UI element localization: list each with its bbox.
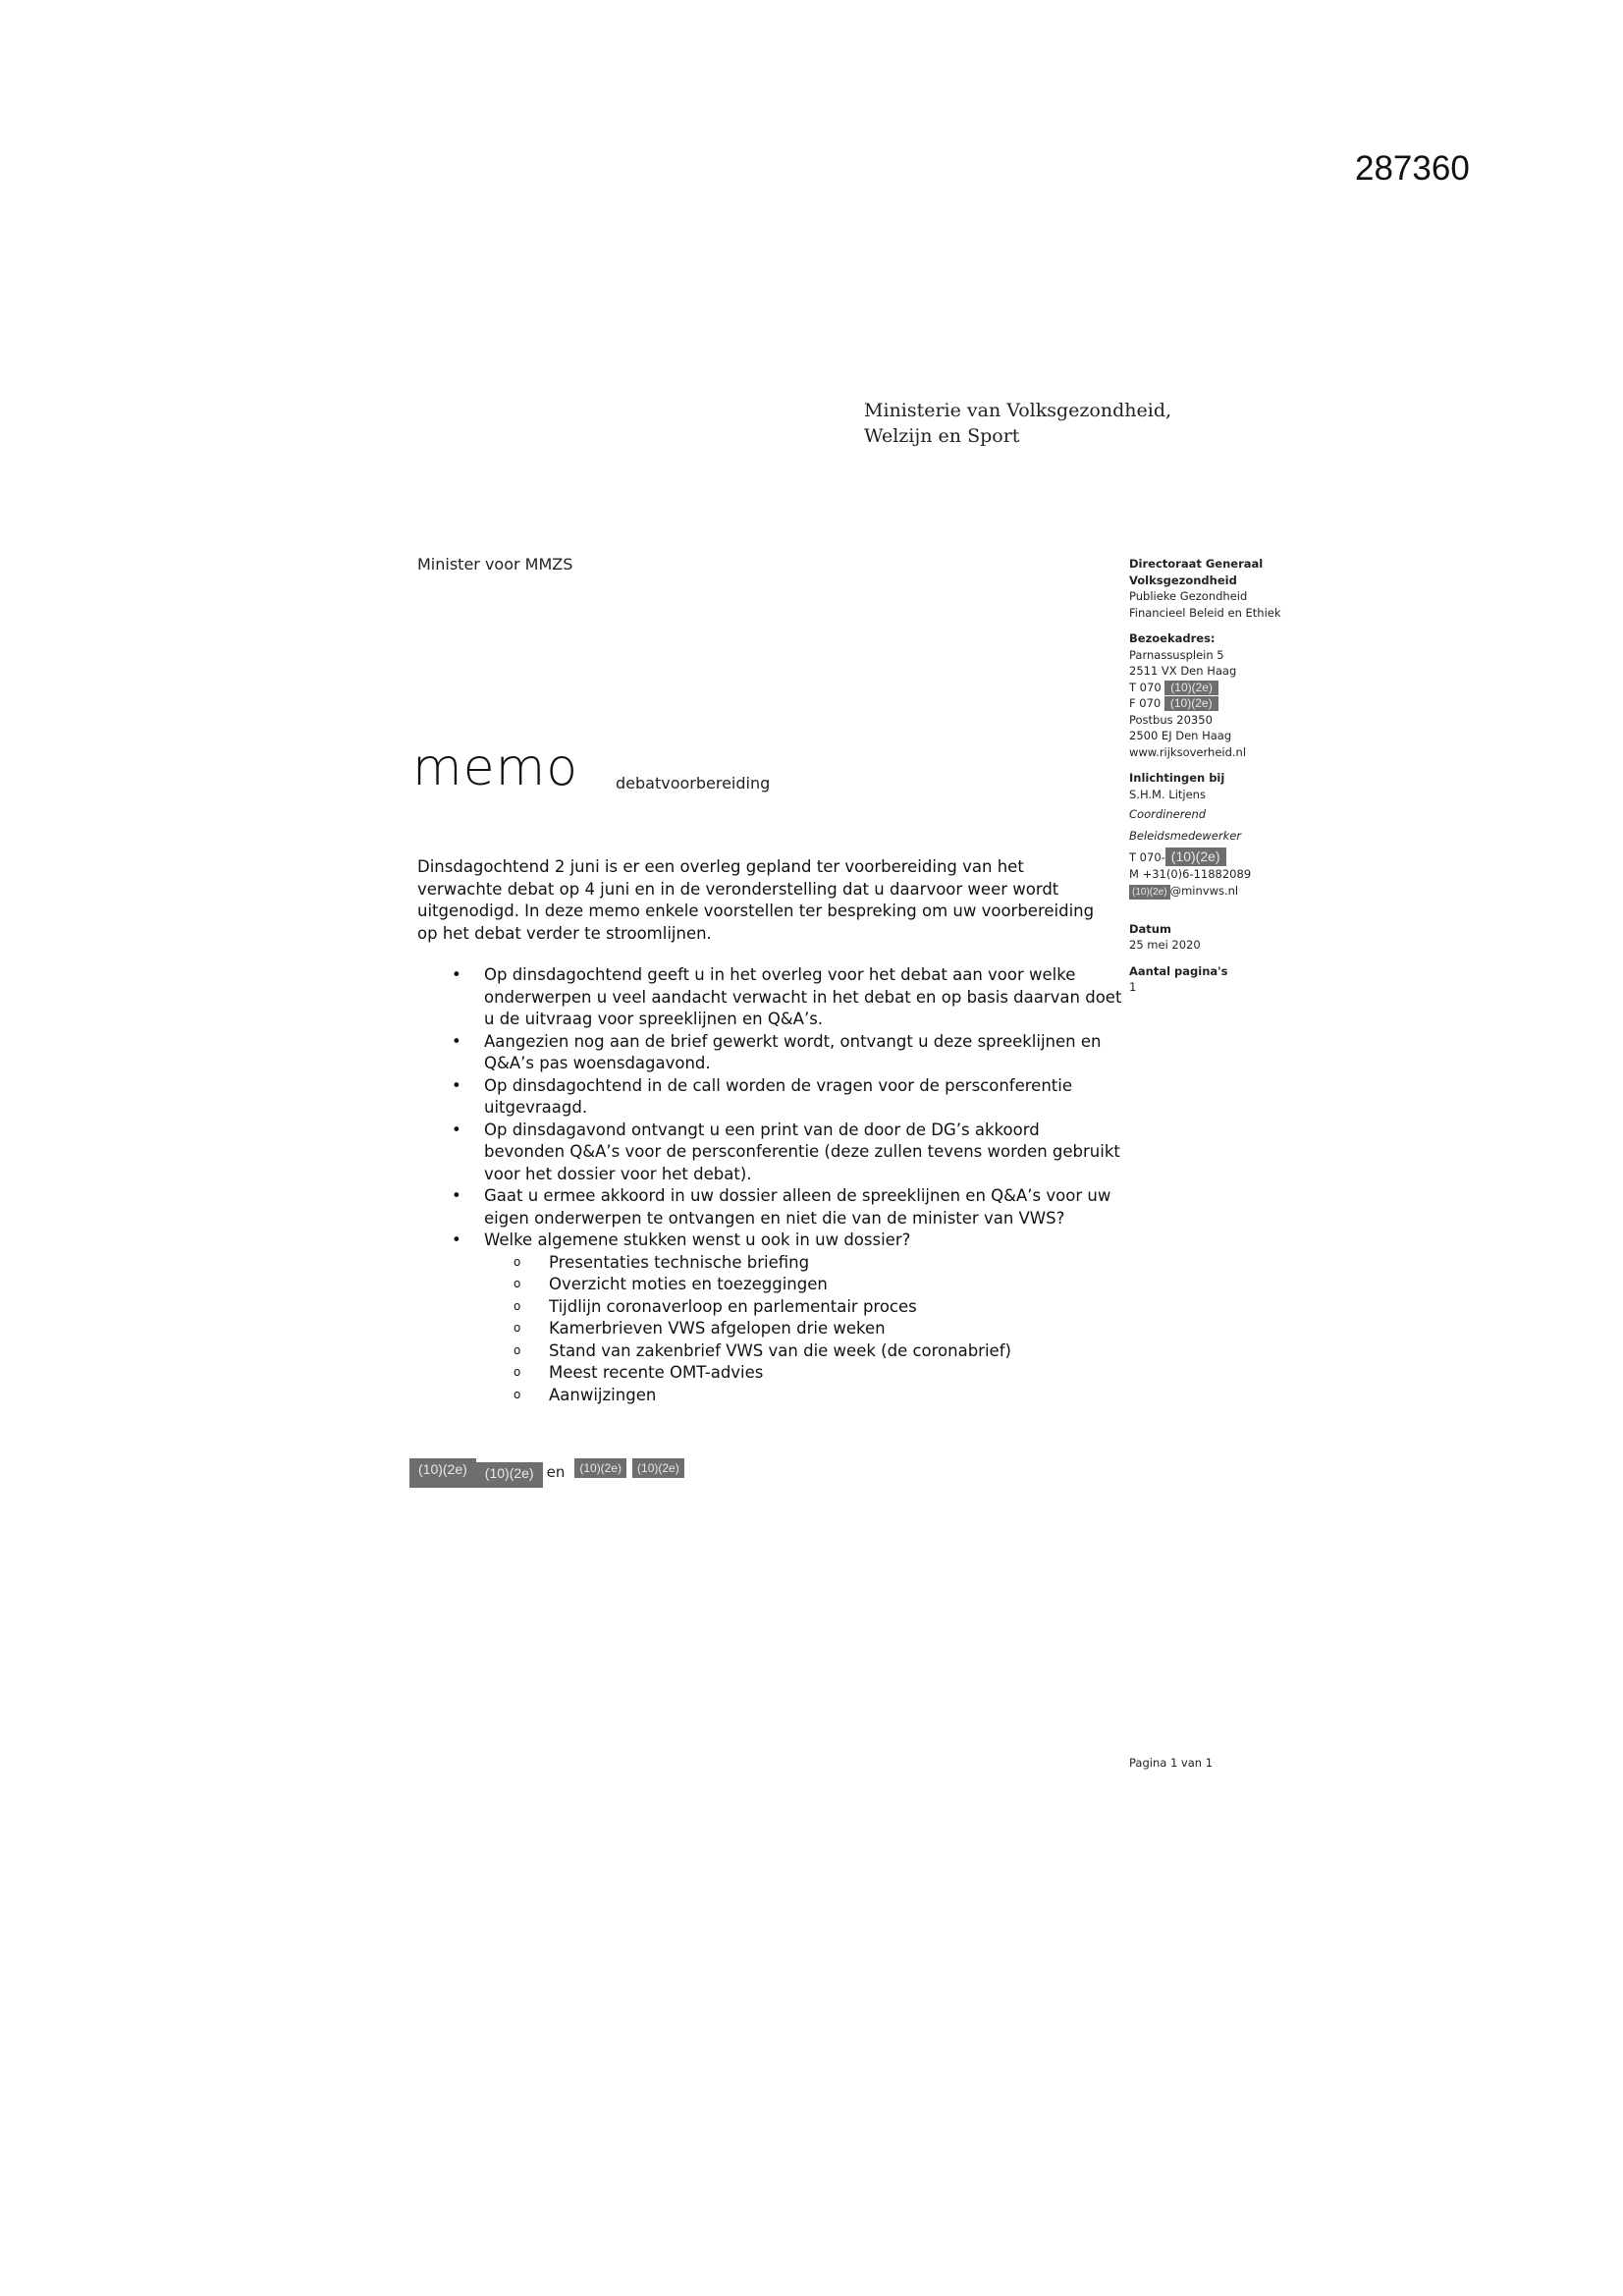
redaction-box: (10)(2e): [574, 1458, 626, 1478]
sub-list-item: o Stand van zakenbrief VWS van die week (de coronabrief): [484, 1340, 1124, 1363]
page-footer: Pagina 1 van 1: [1129, 1756, 1214, 1770]
po-box: Postbus 20350: [1129, 712, 1213, 727]
dg-name-line1: Directoraat Generaal: [1129, 557, 1264, 571]
pages-heading: Aantal pagina's: [1129, 963, 1228, 978]
sub-list-item: o Kamerbrieven VWS afgelopen drie weken: [484, 1318, 1124, 1340]
date-value: 25 mei 2020: [1129, 938, 1201, 952]
memo-subject: debatvoorbereiding: [616, 774, 771, 793]
redaction-box: (10)(2e): [1164, 696, 1218, 711]
sub-list-item: o Meest recente OMT-advies: [484, 1362, 1124, 1385]
list-item: • Aangezien nog aan de brief gewerkt wordt, ontvangt u deze spreeklijnen en Q&A’s pas woensdagavond.: [417, 1031, 1124, 1075]
intro-paragraph: Dinsdagochtend 2 juni is er een overleg gepland ter voorbereiding van het verwachte debat op 4 juni en in de veronderstelling dat u daarvoor weer wordt uitgenodigd. In deze memo enkele voorstellen ter bespreking om uw voorbereiding op het debat verder te stroomlijnen.: [417, 857, 1095, 943]
dg-name-line2: Volksgezondheid: [1129, 573, 1237, 587]
contact-name: S.H.M. Litjens: [1129, 787, 1206, 801]
contact-role-line1: Coordinerend: [1129, 807, 1207, 821]
visit-address-heading: Bezoekadres:: [1129, 631, 1216, 645]
fax-line: [1129, 695, 1384, 712]
redaction-box: (10)(2e): [632, 1458, 684, 1478]
department-line2: Financieel Beleid en Ethiek: [1129, 605, 1281, 620]
redaction-box: (10)(2e): [1164, 681, 1218, 695]
street-address: Parnassusplein 5: [1129, 647, 1224, 662]
list-item: [417, 1230, 1124, 1406]
fax-prefix: F 070: [1129, 696, 1162, 710]
document-number: 287360: [1355, 149, 1470, 188]
list-item: • Op dinsdagochtend in de call worden de vragen voor de persconferentie uitgevraagd.: [417, 1075, 1124, 1120]
sub-list-item: o Aanwijzingen: [484, 1385, 1124, 1407]
signature-conjunction: en: [546, 1463, 566, 1481]
department-line1: Publieke Gezondheid: [1129, 589, 1248, 603]
date-heading: Datum: [1129, 921, 1171, 936]
redaction-box: (10)(2e): [1129, 885, 1170, 900]
po-postal-city: 2500 EJ Den Haag: [1129, 729, 1232, 742]
list-item-text: Welke algemene stukken wenst u ook in uw dossier?: [484, 1230, 911, 1249]
ministry-name-line2: Welzijn en Sport: [864, 425, 1020, 447]
sub-list: [484, 1252, 1124, 1407]
contact-mobile: M +31(0)6-11882089: [1129, 867, 1252, 881]
contact-phone-line: [1129, 847, 1384, 866]
redaction-box: (10)(2e): [409, 1458, 476, 1488]
sub-list-item: o Overzicht moties en toezeggingen: [484, 1274, 1124, 1296]
pages-value: 1: [1129, 980, 1137, 994]
addressee: Minister voor MMZS: [417, 555, 573, 574]
website: www.rijksoverheid.nl: [1129, 744, 1247, 759]
ministry-logotype: [864, 398, 1171, 449]
sidebar-colophon: [1129, 556, 1384, 996]
contact-email-line: [1129, 883, 1384, 900]
list-item: • Op dinsdagochtend geeft u in het overleg voor het debat aan voor welke onderwerpen u veel aandacht verwacht in het debat en op basis daarvan doet u de uitvraag voor spreeklijnen en Q&A’s.: [417, 964, 1124, 1031]
phone-line: [1129, 680, 1384, 696]
email-suffix: @minvws.nl: [1169, 883, 1239, 898]
phone-prefix: T 070: [1129, 680, 1162, 694]
info-heading: Inlichtingen bij: [1129, 771, 1225, 785]
proposal-list: [417, 964, 1124, 1406]
memo-title: memo: [412, 738, 579, 797]
postal-city: 2511 VX Den Haag: [1129, 664, 1237, 678]
contact-role-line2: Beleidsmedewerker: [1129, 828, 1242, 843]
sub-list-item: o Presentaties technische briefing: [484, 1252, 1124, 1275]
redaction-box: (10)(2e): [476, 1462, 543, 1488]
sub-list-item: o Tijdlijn coronaverloop en parlementair proces: [484, 1296, 1124, 1319]
redaction-box: (10)(2e): [1165, 847, 1226, 866]
contact-phone-prefix: T 070-: [1129, 850, 1165, 864]
signature-line: [409, 1458, 684, 1488]
list-item: • Gaat u ermee akkoord in uw dossier alleen de spreeklijnen en Q&A’s voor uw eigen onderwerpen te ontvangen en niet die van de minister van VWS?: [417, 1185, 1124, 1230]
ministry-name-line1: Ministerie van Volksgezondheid,: [864, 400, 1172, 421]
list-item: • Op dinsdagavond ontvangt u een print van de door de DG’s akkoord bevonden Q&A’s voor de persconferentie (deze zullen tevens worden gebruikt voor het dossier voor het debat).: [417, 1120, 1124, 1186]
